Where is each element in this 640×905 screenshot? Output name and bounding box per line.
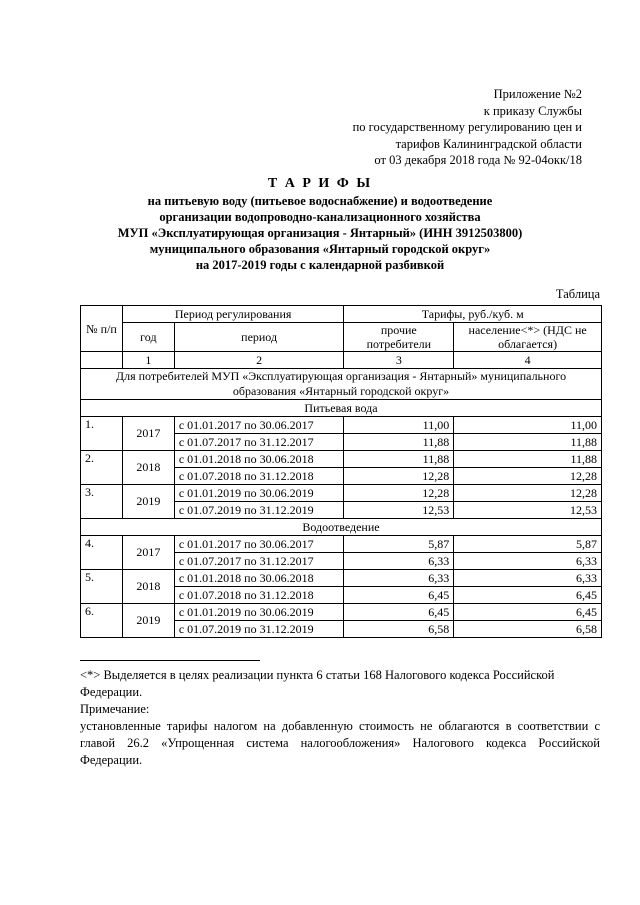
tariff-table: [80, 305, 602, 638]
row-year: 2018: [122, 570, 174, 604]
row-number: 5.: [81, 570, 123, 604]
table-caption: Таблица: [555, 287, 600, 301]
row-number: 3.: [81, 485, 123, 519]
appendix-line-4: тарифов Калининградской области: [395, 136, 582, 151]
row-period: с 01.07.2018 по 31.12.2018: [174, 468, 344, 485]
row-tariff-population: 6,33: [454, 570, 602, 587]
footnote-divider: [80, 660, 260, 661]
appendix-line-2: к приказу Службы: [483, 103, 582, 118]
row-tariff-population: 6,45: [454, 587, 602, 604]
row-year: 2019: [122, 604, 174, 638]
row-tariff-other: 12,28: [344, 468, 454, 485]
row-period: с 01.01.2017 по 30.06.2017: [174, 417, 344, 434]
header-other: прочие потребители: [344, 323, 454, 352]
row-period: с 01.01.2019 по 30.06.2019: [174, 604, 344, 621]
document-title: [0, 176, 640, 273]
header-tariff-group: Тарифы, руб./куб. м: [344, 306, 602, 323]
sewage-section-row: [81, 519, 602, 536]
table-row: [81, 485, 602, 502]
tariff-table-body: [81, 306, 602, 638]
note-label: Примечание:: [80, 702, 150, 716]
table-row: [81, 451, 602, 468]
row-year: 2017: [122, 536, 174, 570]
notes-block: [80, 667, 600, 769]
appendix-block: [282, 86, 582, 169]
row-period: с 01.01.2018 по 30.06.2018: [174, 451, 344, 468]
row-year: 2017: [122, 417, 174, 451]
row-tariff-other: 6,45: [344, 587, 454, 604]
row-tariff-population: 6,58: [454, 621, 602, 638]
row-tariff-other: 11,00: [344, 417, 454, 434]
row-tariff-other: 11,88: [344, 451, 454, 468]
row-tariff-population: 6,33: [454, 553, 602, 570]
consumers-section-row: [81, 369, 602, 400]
row-tariff-population: 12,53: [454, 502, 602, 519]
appendix-line-1: Приложение №2: [493, 87, 582, 101]
row-period: с 01.01.2018 по 30.06.2018: [174, 570, 344, 587]
header-num: № п/п: [81, 306, 123, 352]
row-number: 6.: [81, 604, 123, 638]
sewage-section: Водоотведение: [81, 519, 602, 536]
row-tariff-population: 12,28: [454, 485, 602, 502]
row-number: 1.: [81, 417, 123, 451]
row-tariff-population: 11,88: [454, 451, 602, 468]
title-line-3: МУП «Эксплуатирующая организация - Янтарный» (ИНН 3912503800): [117, 226, 523, 240]
row-tariff-other: 6,45: [344, 604, 454, 621]
row-period: с 01.07.2017 по 31.12.2017: [174, 434, 344, 451]
appendix-line-5: от 03 декабря 2018 года № 92-04окк/18: [374, 153, 582, 167]
footnote-text: <*> Выделяется в целях реализации пункта 6 статьи 168 Налогового кодекса Российской Федерации.: [80, 668, 555, 699]
row-tariff-population: 5,87: [454, 536, 602, 553]
header-year: год: [122, 323, 174, 352]
row-number: 2.: [81, 451, 123, 485]
title-heading: Т А Р И Ф Ы: [267, 176, 373, 191]
consumers-section: Для потребителей МУП «Эксплуатирующая организация - Янтарный» муниципального образования «Янтарный городской округ»: [81, 369, 602, 400]
table-row: [81, 570, 602, 587]
header-col-4: 4: [454, 352, 602, 369]
header-col-1: 1: [122, 352, 174, 369]
row-period: с 01.01.2019 по 30.06.2019: [174, 485, 344, 502]
row-tariff-other: 6,58: [344, 621, 454, 638]
row-period: с 01.07.2018 по 31.12.2018: [174, 587, 344, 604]
table-row: [81, 536, 602, 553]
row-tariff-other: 6,33: [344, 553, 454, 570]
row-tariff-other: 6,33: [344, 570, 454, 587]
row-tariff-other: 5,87: [344, 536, 454, 553]
water-section: Питьевая вода: [81, 400, 602, 417]
header-col-2: 2: [174, 352, 344, 369]
header-col-3: 3: [344, 352, 454, 369]
header-row-1: [81, 306, 602, 323]
row-tariff-other: 12,53: [344, 502, 454, 519]
table-row: [81, 604, 602, 621]
row-tariff-population: 12,28: [454, 468, 602, 485]
water-section-row: [81, 400, 602, 417]
row-period: с 01.07.2019 по 31.12.2019: [174, 621, 344, 638]
header-period-group: Период регулирования: [122, 306, 343, 323]
row-period: с 01.07.2019 по 31.12.2019: [174, 502, 344, 519]
title-line-4: муниципального образования «Янтарный городской округ»: [149, 242, 491, 256]
row-tariff-population: 6,45: [454, 604, 602, 621]
header-col-0: [81, 352, 123, 369]
table-row: [81, 417, 602, 434]
row-year: 2018: [122, 451, 174, 485]
title-line-1: на питьевую воду (питьевое водоснабжение) и водоотведение: [147, 194, 493, 208]
row-number: 4.: [81, 536, 123, 570]
title-line-5: на 2017-2019 годы с календарной разбивкой: [195, 258, 445, 272]
row-period: с 01.07.2017 по 31.12.2017: [174, 553, 344, 570]
header-numbers-row: [81, 352, 602, 369]
row-tariff-other: 12,28: [344, 485, 454, 502]
row-tariff-other: 11,88: [344, 434, 454, 451]
title-line-2: организации водопроводно-канализационного хозяйства: [159, 210, 481, 224]
header-period: период: [174, 323, 344, 352]
appendix-line-3: по государственному регулированию цен и: [352, 120, 582, 134]
row-period: с 01.01.2017 по 30.06.2017: [174, 536, 344, 553]
header-population: население<*> (НДС не облагается): [454, 323, 602, 352]
header-row-2: [81, 323, 602, 352]
row-tariff-population: 11,88: [454, 434, 602, 451]
row-tariff-population: 11,00: [454, 417, 602, 434]
row-year: 2019: [122, 485, 174, 519]
note-text: установленные тарифы налогом на добавленную стоимость не облагаются в соответствии с главой 26.2 «Упрощенная система налогообложения» Налогового кодекса Российской Федерации.: [80, 719, 600, 767]
